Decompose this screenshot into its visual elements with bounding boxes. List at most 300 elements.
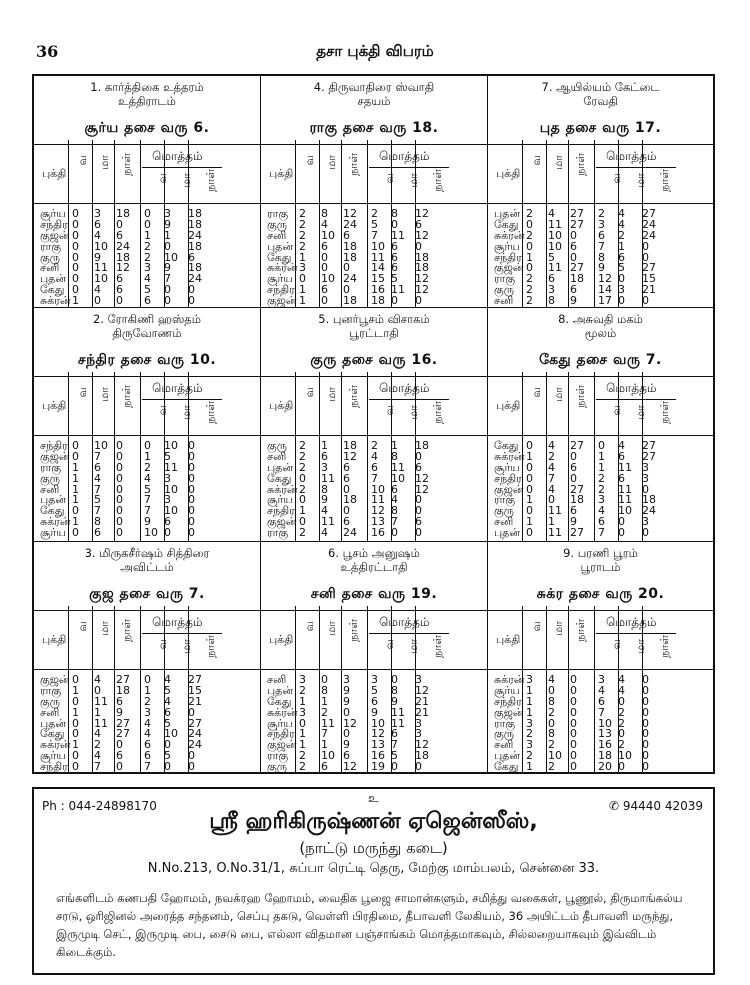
bukthi-value: 9 (164, 217, 171, 231)
bukthi-value: 18 (343, 250, 357, 264)
bukthi-value: 1 (72, 294, 79, 308)
bukthi-value: 27 (570, 526, 584, 540)
years-header: வ (530, 155, 543, 166)
bukthi-value: 0 (391, 294, 398, 308)
bukthi-value: 0 (72, 526, 79, 540)
bukthi-value: 12 (371, 504, 385, 518)
bukthi-value: 1 (299, 694, 306, 708)
bukthi-value: 0 (343, 727, 350, 741)
bukthi-value: 0 (526, 482, 533, 496)
bukthi-value: 4 (321, 526, 328, 540)
bukthi-value: 1 (144, 449, 151, 463)
bukthi-value: 9 (570, 515, 577, 529)
bukthi-value: 24 (188, 738, 202, 752)
bukthi-value: 0 (94, 683, 101, 697)
bukthi-value: 3 (299, 261, 306, 275)
bukthi-planet: சூர்ய (267, 716, 293, 730)
bukthi-value: 12 (415, 228, 429, 242)
bukthi-value: 0 (642, 694, 649, 708)
bukthi-value: 0 (415, 760, 422, 774)
bukthi-value: 10 (548, 749, 562, 763)
bukthi-value: 0 (321, 250, 328, 264)
bukthi-value: 21 (642, 283, 656, 297)
bukthi-value: 2 (144, 239, 151, 253)
bukthi-value: 15 (642, 272, 656, 286)
bukthi-value: 6 (618, 250, 625, 264)
bukthi-header: புக்தி (42, 633, 67, 646)
bukthi-value: 5 (164, 449, 171, 463)
bukthi-value: 18 (343, 239, 357, 253)
bukthi-value: 3 (598, 673, 605, 686)
block-heading (261, 76, 487, 112)
bukthi-value: 18 (343, 294, 357, 308)
bukthi-value: 8 (391, 504, 398, 518)
bukthi-value: 0 (116, 471, 123, 485)
bukthi-value: 7 (548, 471, 555, 485)
bukthi-value: 17 (598, 294, 612, 308)
bukthi-value: 1 (321, 738, 328, 752)
bukthi-planet: ராகு (40, 460, 62, 474)
bukthi-value: 12 (415, 207, 429, 220)
bukthi-value: 4 (94, 471, 101, 485)
bukthi-value: 4 (94, 228, 101, 242)
bukthi-value: 0 (618, 727, 625, 741)
bukthi-value: 5 (391, 749, 398, 763)
bukthi-value: 5 (164, 749, 171, 763)
bukthi-value: 18 (188, 261, 202, 275)
bukthi-value: 18 (188, 217, 202, 231)
bukthi-value: 0 (321, 261, 328, 275)
bukthi-value: 6 (391, 239, 398, 253)
bukthi-value: 18 (188, 207, 202, 220)
total-days-header: நாள் (204, 401, 217, 424)
bukthi-value: 27 (570, 207, 584, 220)
bukthi-value: 3 (415, 727, 422, 741)
bukthi-value: 6 (94, 526, 101, 540)
bukthi-value: 6 (618, 471, 625, 485)
bukthi-value: 11 (548, 526, 562, 540)
bukthi-value: 9 (343, 738, 350, 752)
bukthi-header: புக்தி (269, 167, 294, 180)
bukthi-value: 11 (391, 716, 405, 730)
bukthi-value: 4 (144, 272, 151, 286)
total-days-header: நாள் (431, 635, 444, 658)
bukthi-value: 6 (94, 217, 101, 231)
bukthi-value: 0 (642, 239, 649, 253)
bukthi-value: 10 (371, 716, 385, 730)
total-years-header: வ (383, 173, 396, 184)
bukthi-value: 4 (321, 217, 328, 231)
bukthi-planet: சூர்ய (40, 526, 66, 540)
bukthi-value: 4 (618, 207, 625, 220)
total-days-header: நாள் (658, 169, 671, 192)
bukthi-value: 0 (343, 504, 350, 518)
bukthi-value: 2 (299, 217, 306, 231)
bukthi-value: 0 (188, 471, 195, 485)
bukthi-value: 27 (570, 439, 584, 452)
bukthi-value: 6 (321, 760, 328, 774)
dasa-block (261, 307, 488, 541)
bukthi-planet: சனி (267, 673, 287, 686)
total-months-header: மா (407, 405, 420, 420)
bukthi-value: 13 (371, 738, 385, 752)
bukthi-value: 4 (548, 460, 555, 474)
bukthi-planet: சுக்ரன் (494, 673, 525, 686)
bukthi-value: 8 (94, 515, 101, 529)
bukthi-value: 0 (164, 239, 171, 253)
bukthi-planet: சந்திர (267, 504, 295, 518)
months-header: மா (325, 621, 338, 636)
months-header: மா (325, 387, 338, 402)
star-names-line2: அவிட்டம் (120, 560, 174, 574)
bukthi-value: 1 (72, 738, 79, 752)
bukthi-value: 3 (526, 716, 533, 730)
bukthi-value: 8 (548, 727, 555, 741)
block-heading (261, 308, 487, 344)
total-days-header: நாள் (658, 401, 671, 424)
bukthi-value: 24 (188, 727, 202, 741)
bukthi-value: 1 (321, 439, 328, 452)
bukthi-value: 4 (164, 694, 171, 708)
bukthi-value: 0 (570, 228, 577, 242)
bukthi-value: 8 (321, 207, 328, 220)
bukthi-value: 6 (618, 449, 625, 463)
bukthi-value: 10 (548, 228, 562, 242)
bukthi-value: 0 (415, 294, 422, 308)
dasa-block (261, 76, 488, 307)
bukthi-value: 4 (94, 727, 101, 741)
bukthi-value: 0 (116, 515, 123, 529)
bukthi-value: 6 (144, 294, 151, 308)
bukthi-value: 2 (299, 207, 306, 220)
bukthi-value: 0 (188, 705, 195, 719)
bukthi-value: 16 (371, 526, 385, 540)
bukthi-value: 8 (391, 449, 398, 463)
bukthi-value: 1 (598, 449, 605, 463)
bukthi-value: 7 (598, 239, 605, 253)
bukthi-value: 1 (526, 449, 533, 463)
bukthi-value: 0 (570, 683, 577, 697)
bukthi-value: 6 (188, 250, 195, 264)
bukthi-value: 21 (415, 694, 429, 708)
shop-subtitle: (நாட்டு மருந்து கடை) (299, 839, 448, 857)
bukthi-value: 14 (371, 261, 385, 275)
bukthi-planet: சுக்ரன் (267, 261, 298, 275)
bukthi-value: 3 (598, 217, 605, 231)
bukthi-value: 7 (321, 727, 328, 741)
bukthi-value: 6 (415, 217, 422, 231)
bukthi-value: 0 (570, 727, 577, 741)
bukthi-value: 7 (371, 471, 378, 485)
bukthi-planet: புதன் (40, 493, 67, 507)
total-months-header: மா (407, 173, 420, 188)
bukthi-value: 1 (144, 683, 151, 697)
bukthi-planet: சந்திர (494, 250, 522, 264)
star-names-line2: திருவோணம் (112, 326, 182, 340)
bukthi-value: 0 (570, 694, 577, 708)
bukthi-value: 0 (188, 460, 195, 474)
bukthi-value: 2 (618, 705, 625, 719)
bukthi-value: 1 (526, 694, 533, 708)
dasa-block (261, 541, 488, 772)
bukthi-planet: சனி (494, 294, 514, 308)
bukthi-value: 9 (164, 261, 171, 275)
bukthi-value: 12 (415, 471, 429, 485)
bukthi-planet: சந்திர (40, 760, 68, 774)
bukthi-value: 9 (391, 694, 398, 708)
dasa-block (488, 541, 713, 772)
bukthi-value: 0 (72, 749, 79, 763)
bukthi-value: 6 (144, 738, 151, 752)
bukthi-value: 2 (144, 250, 151, 264)
bukthi-value: 11 (618, 493, 632, 507)
bukthi-value: 6 (321, 283, 328, 297)
bukthi-header: புக்தி (496, 633, 521, 646)
bukthi-value: 0 (548, 683, 555, 697)
bukthi-value: 5 (618, 261, 625, 275)
bukthi-value: 0 (188, 482, 195, 496)
bukthi-value: 0 (618, 515, 625, 529)
bukthi-value: 6 (321, 239, 328, 253)
bukthi-value: 18 (642, 493, 656, 507)
bukthi-value: 9 (116, 705, 123, 719)
bukthi-value: 5 (144, 283, 151, 297)
bukthi-value: 5 (94, 493, 101, 507)
bukthi-planet: சூர்ய (40, 749, 66, 763)
bukthi-value: 0 (642, 673, 649, 686)
bukthi-value: 0 (343, 261, 350, 275)
bukthi-planet: குஜன் (40, 228, 70, 242)
bukthi-value: 1 (618, 239, 625, 253)
bukthi-value: 0 (570, 738, 577, 752)
years-header: வ (303, 621, 316, 632)
bukthi-value: 6 (391, 250, 398, 264)
bukthi-value: 8 (321, 482, 328, 496)
bukthi-value: 27 (188, 673, 202, 686)
bukthi-value: 2 (526, 272, 533, 286)
dasa-table-grid (32, 74, 715, 774)
bukthi-value: 16 (371, 283, 385, 297)
dasa-block (34, 76, 261, 307)
bukthi-value: 11 (391, 460, 405, 474)
bukthi-value: 2 (299, 228, 306, 242)
bukthi-value: 0 (391, 673, 398, 686)
bukthi-value: 2 (526, 727, 533, 741)
bukthi-header: புக்தி (269, 399, 294, 412)
bukthi-value: 15 (371, 272, 385, 286)
bukthi-planet: குரு (267, 760, 287, 774)
bukthi-value: 3 (526, 738, 533, 752)
bukthi-value: 0 (570, 749, 577, 763)
bukthi-value: 27 (570, 261, 584, 275)
bukthi-value: 11 (321, 471, 335, 485)
bukthi-value: 2 (371, 207, 378, 220)
bukthi-value: 0 (116, 449, 123, 463)
bukthi-value: 7 (371, 228, 378, 242)
om-symbol: உ (368, 791, 379, 805)
bukthi-value: 4 (598, 504, 605, 518)
bukthi-value: 2 (548, 705, 555, 719)
bukthi-planet: சுக்ரன் (267, 705, 298, 719)
bukthi-planet: சுக்ரன் (40, 294, 71, 308)
bukthi-value: 6 (371, 460, 378, 474)
days-header: நாள் (347, 153, 360, 176)
total-header: மொத்தம் (379, 381, 430, 395)
bukthi-value: 0 (94, 294, 101, 308)
bukthi-value: 0 (72, 449, 79, 463)
page-title: தசா புக்தி விபரம் (316, 42, 434, 60)
bukthi-value: 1 (526, 250, 533, 264)
star-names-line1: 4. திருவாதிரை ஸ்வாதி (313, 80, 435, 94)
bukthi-value: 2 (94, 738, 101, 752)
bukthi-planet: சுக்ரன் (40, 515, 71, 529)
bukthi-value: 10 (144, 526, 158, 540)
bukthi-header: புக்தி (269, 633, 294, 646)
dasa-title: கேது தசை வரு 7. (539, 352, 662, 368)
bukthi-value: 0 (570, 705, 577, 719)
bukthi-value: 0 (526, 504, 533, 518)
bukthi-planet: கேது (40, 727, 65, 741)
bukthi-value: 27 (570, 217, 584, 231)
bukthi-value: 12 (371, 727, 385, 741)
bukthi-value: 4 (144, 727, 151, 741)
bukthi-value: 6 (343, 228, 350, 242)
bukthi-value: 24 (188, 228, 202, 242)
bukthi-planet: குஜன் (494, 482, 524, 496)
bukthi-value: 1 (72, 471, 79, 485)
bukthi-value: 0 (144, 673, 151, 686)
bukthi-value: 6 (94, 460, 101, 474)
bukthi-value: 0 (72, 673, 79, 686)
bukthi-value: 3 (371, 673, 378, 686)
bukthi-value: 6 (343, 515, 350, 529)
bukthi-value: 1 (526, 760, 533, 774)
months-header: மா (98, 155, 111, 170)
bukthi-value: 4 (94, 673, 101, 686)
days-header: நாள் (347, 385, 360, 408)
bukthi-value: 10 (321, 272, 335, 286)
bukthi-value: 3 (164, 207, 171, 220)
bukthi-value: 2 (299, 460, 306, 474)
bukthi-value: 18 (598, 749, 612, 763)
bukthi-value: 8 (598, 250, 605, 264)
bukthi-value: 2 (598, 471, 605, 485)
bukthi-planet: சந்திர (267, 727, 295, 741)
bukthi-value: 1 (72, 493, 79, 507)
bukthi-planet: சுக்ரன் (40, 738, 71, 752)
bukthi-value: 18 (116, 207, 130, 220)
block-heading (488, 542, 713, 578)
bukthi-value: 2 (618, 738, 625, 752)
bukthi-value: 1 (299, 738, 306, 752)
bukthi-value: 11 (321, 515, 335, 529)
bukthi-value: 2 (299, 449, 306, 463)
bukthi-value: 0 (144, 439, 151, 452)
bukthi-value: 0 (391, 760, 398, 774)
bukthi-value: 4 (598, 683, 605, 697)
months-header: மா (325, 155, 338, 170)
bukthi-planet: சூர்ய (494, 239, 520, 253)
bukthi-value: 2 (299, 749, 306, 763)
bukthi-value: 1 (548, 515, 555, 529)
bukthi-value: 6 (371, 694, 378, 708)
total-years-header: வ (383, 405, 396, 416)
bukthi-value: 0 (526, 261, 533, 275)
bukthi-planet: குஜன் (494, 705, 524, 719)
bukthi-value: 4 (144, 471, 151, 485)
block-heading (488, 76, 713, 112)
bukthi-value: 1 (299, 294, 306, 308)
bukthi-value: 0 (164, 760, 171, 774)
bukthi-value: 1 (526, 493, 533, 507)
days-header: நாள் (120, 153, 133, 176)
bukthi-value: 6 (164, 705, 171, 719)
bukthi-value: 1 (598, 460, 605, 474)
bukthi-value: 0 (188, 449, 195, 463)
bukthi-value: 0 (116, 526, 123, 540)
bukthi-planet: குரு (267, 439, 287, 452)
bukthi-value: 4 (548, 673, 555, 686)
years-header: வ (76, 387, 89, 398)
months-header: மா (552, 155, 565, 170)
bukthi-planet: குரு (40, 694, 60, 708)
bukthi-value: 7 (164, 272, 171, 286)
bukthi-planet: புதன் (267, 460, 294, 474)
bukthi-value: 2 (526, 283, 533, 297)
bukthi-value: 0 (72, 504, 79, 518)
bukthi-planet: சுக்ரன் (267, 482, 298, 496)
bukthi-header: புக்தி (42, 399, 67, 412)
bukthi-value: 24 (343, 217, 357, 231)
bukthi-value: 12 (116, 261, 130, 275)
dasa-title: குஜ தசை வரு 7. (89, 586, 205, 602)
bukthi-value: 6 (116, 228, 123, 242)
bukthi-value: 3 (415, 673, 422, 686)
bukthi-value: 0 (570, 250, 577, 264)
bukthi-value: 10 (164, 439, 178, 452)
bukthi-value: 0 (72, 261, 79, 275)
bukthi-value: 12 (415, 272, 429, 286)
bukthi-value: 6 (116, 749, 123, 763)
bukthi-value: 0 (116, 504, 123, 518)
bukthi-value: 2 (598, 482, 605, 496)
bukthi-planet: புதன் (40, 272, 67, 286)
bukthi-value: 0 (415, 449, 422, 463)
bukthi-value: 11 (548, 217, 562, 231)
bukthi-value: 4 (618, 217, 625, 231)
bukthi-value: 18 (570, 272, 584, 286)
bukthi-value: 7 (94, 760, 101, 774)
bukthi-value: 5 (164, 716, 171, 730)
total-years-header: வ (156, 173, 169, 184)
bukthi-value: 16 (598, 738, 612, 752)
bukthi-value: 4 (391, 493, 398, 507)
shop-address: N.No.213, O.No.31/1, சுப்பா ரெட்டி தெரு, மேற்கு மாம்பலம், சென்னை 33. (147, 861, 600, 876)
bukthi-planet: குஜன் (267, 515, 297, 529)
page-number: 36 (36, 42, 59, 61)
days-header: நாள் (574, 385, 587, 408)
bukthi-value: 11 (371, 493, 385, 507)
bukthi-value: 7 (94, 504, 101, 518)
bukthi-value: 0 (415, 493, 422, 507)
bukthi-value: 3 (164, 471, 171, 485)
bukthi-value: 7 (598, 526, 605, 540)
bukthi-planet: ராகு (267, 526, 289, 540)
total-days-header: நாள் (431, 401, 444, 424)
dasa-block (488, 76, 713, 307)
bukthi-value: 2 (144, 460, 151, 474)
bukthi-planet: சனி (494, 738, 514, 752)
